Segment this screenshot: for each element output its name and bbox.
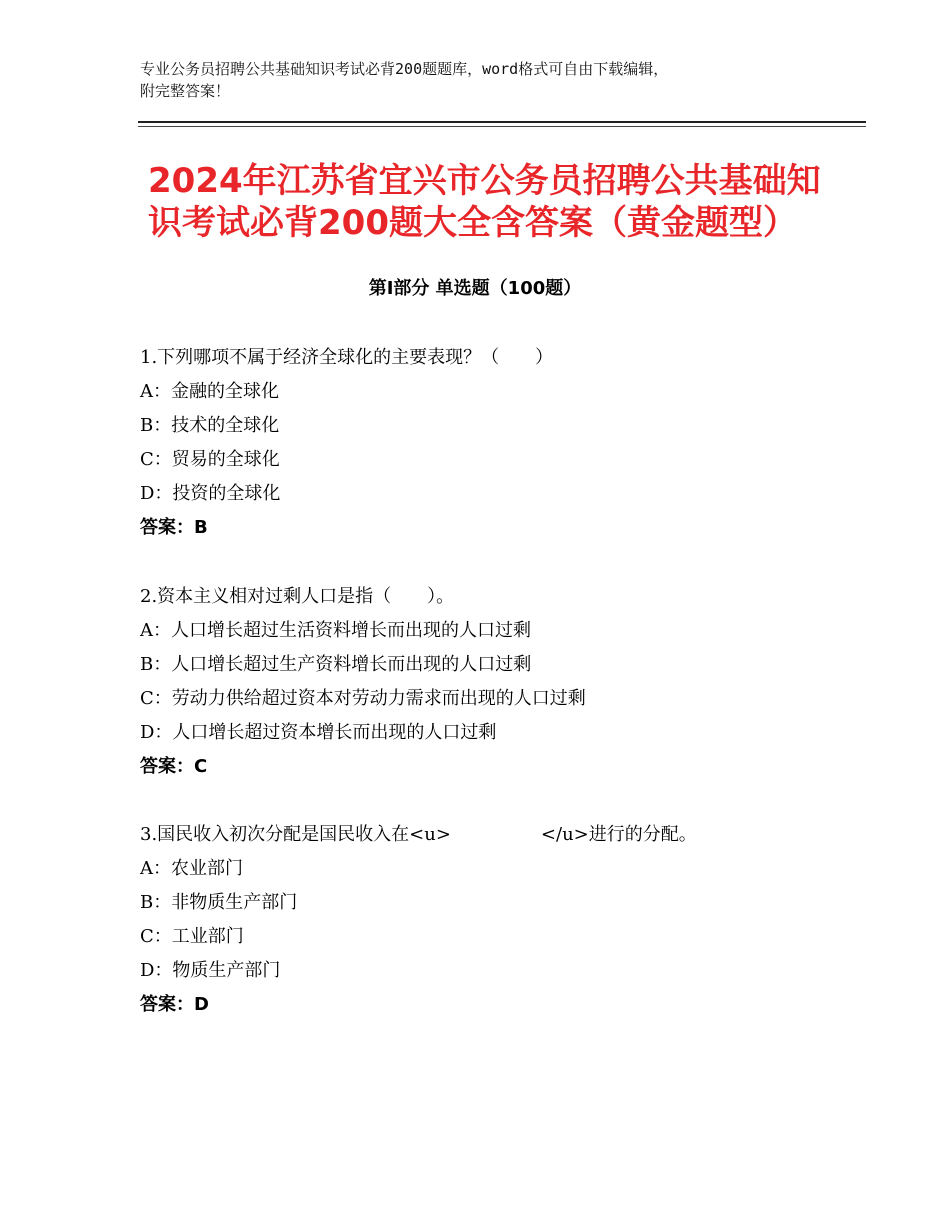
option-a: A：金融的全球化: [140, 381, 279, 402]
question-stem: 1.下列哪项不属于经济全球化的主要表现？（ ）: [140, 347, 554, 368]
option-c: C：工业部门: [140, 926, 244, 947]
document-title-line-1: 2024年江苏省宜兴市公务员招聘公共基础知: [148, 161, 821, 201]
header-note: [140, 58, 840, 102]
question-1: [140, 344, 860, 548]
option-a: A：农业部门: [140, 858, 243, 879]
option-b: B：非物质生产部门: [140, 892, 298, 913]
option-d: D：人口增长超过资本增长而出现的人口过剩: [140, 722, 497, 743]
option-d: D：投资的全球化: [140, 483, 281, 504]
question-3: [140, 821, 860, 1025]
option-c: C：贸易的全球化: [140, 449, 280, 470]
option-c: C：劳动力供给超过资本对劳动力需求而出现的人口过剩: [140, 688, 586, 709]
document-title-line-2: 识考试必背200题大全含答案（黄金题型）: [148, 203, 797, 243]
document-title: [148, 160, 828, 244]
question-2: [140, 583, 860, 787]
option-d: D：物质生产部门: [140, 960, 281, 981]
header-note-line-2: 附完整答案！: [140, 82, 231, 100]
header-divider-thick: [138, 121, 866, 123]
answer: 答案：B: [140, 517, 208, 538]
section-title: 第Ⅰ部分 单选题（100题）: [368, 278, 582, 299]
header-divider-thin: [138, 126, 866, 127]
question-stem: 2.资本主义相对过剩人口是指（ ）。: [140, 586, 455, 607]
option-b: B：技术的全球化: [140, 415, 280, 436]
option-b: B：人口增长超过生产资料增长而出现的人口过剩: [140, 654, 532, 675]
answer: 答案：D: [140, 994, 209, 1015]
option-a: A：人口增长超过生活资料增长而出现的人口过剩: [140, 620, 531, 641]
answer: 答案：C: [140, 756, 208, 777]
header-note-line-1: 专业公务员招聘公共基础知识考试必背200题题库，word格式可自由下载编辑，: [140, 60, 669, 78]
question-stem: 3.国民收入初次分配是国民收入在<u> </u>进行的分配。: [140, 824, 697, 845]
